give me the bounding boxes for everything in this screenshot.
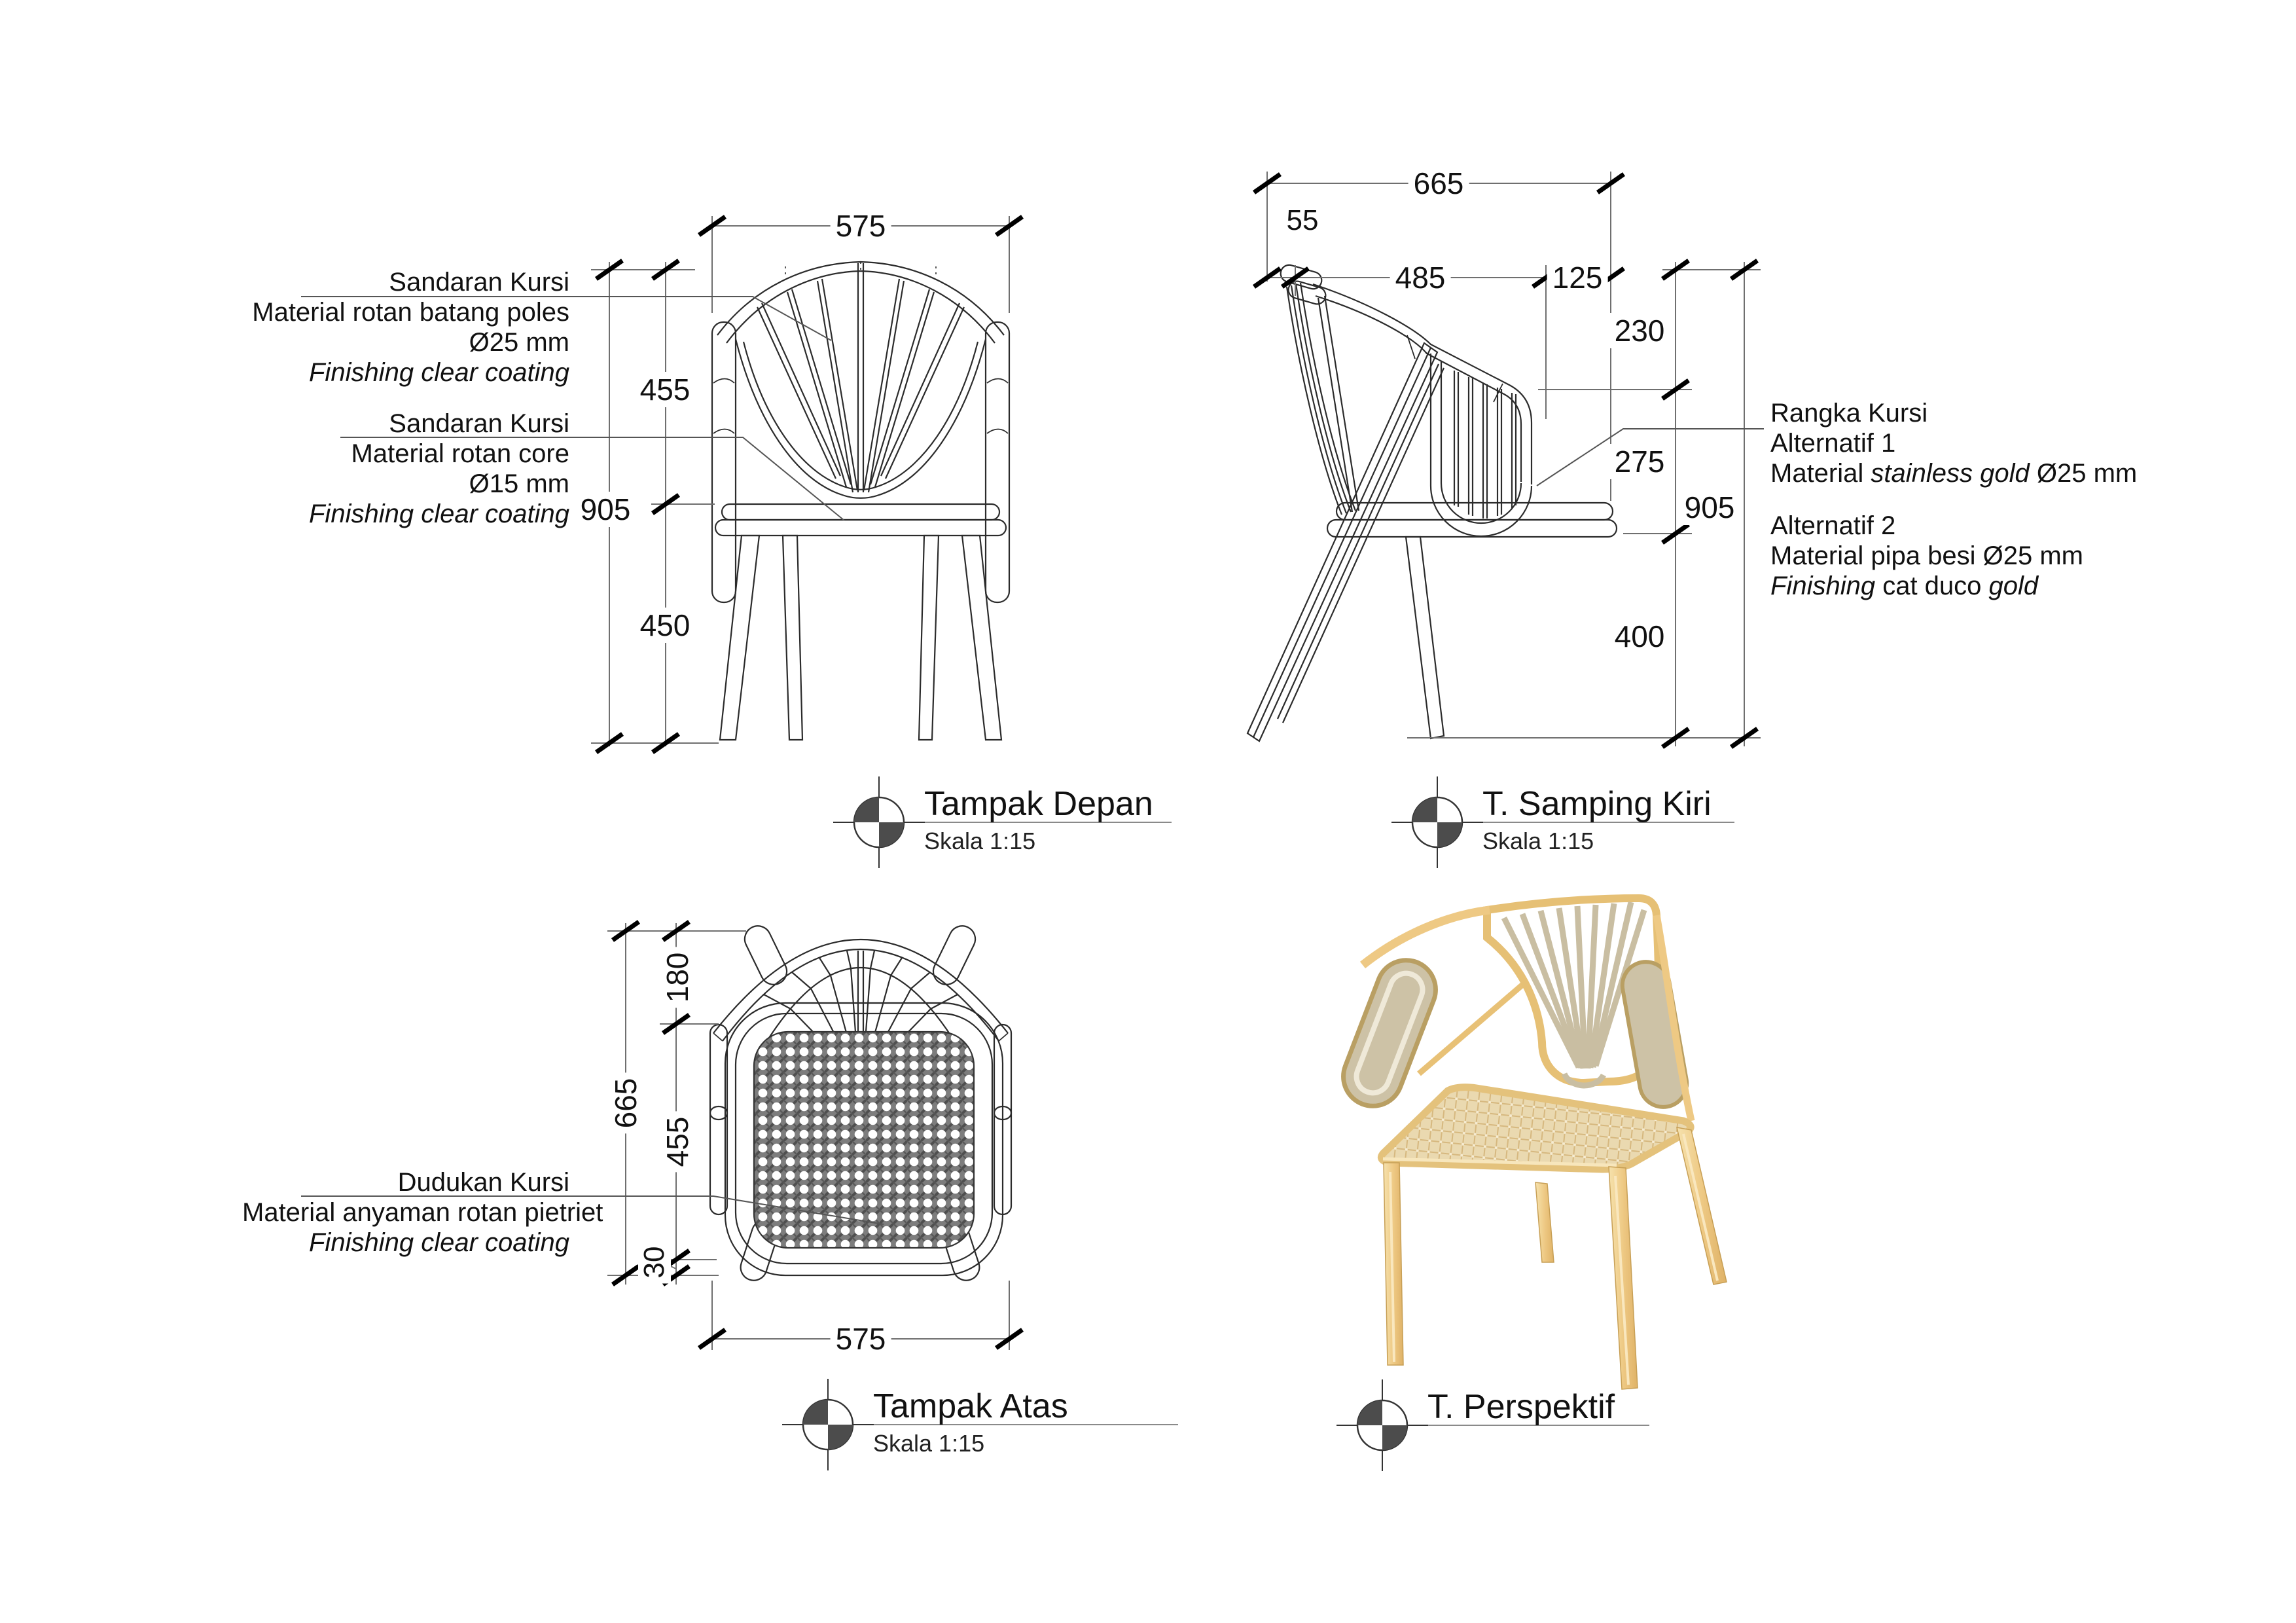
callout-line: Alternatif 1 [1770,429,1896,458]
callout-line: Finishing clear coating [309,1228,569,1257]
title-perspective-view: T. Perspektif [1427,1388,1615,1426]
dim-side-seat-height: 400 [1609,619,1670,654]
side-view-ticks [1254,174,1757,747]
callout-line: Ø15 mm [469,469,569,498]
callout-seat [242,1167,603,1258]
callout-line: Rangka Kursi [1770,399,1928,428]
callout-line: Sandaran Kursi [389,409,569,438]
dim-side-seat-depth: 485 [1390,260,1451,295]
callout-line: Material stainless gold Ø25 mm [1770,459,2138,488]
dim-top-overall-depth: 665 [608,1073,643,1134]
callout-line: Finishing cat duco gold [1770,572,2039,600]
callout-line: Material rotan core [351,439,569,468]
north-symbol-side [1391,776,1483,868]
dim-top-width: 575 [831,1321,891,1357]
top-view-drawing [710,922,1011,1284]
dim-front-width: 575 [831,208,891,244]
dim-front-overall-height: 905 [575,492,636,527]
scale-top-view: Skala 1:15 [873,1430,985,1457]
dim-front-leg-height: 450 [635,608,696,643]
scale-side-view: Skala 1:15 [1482,828,1594,854]
title-side-view: T. Samping Kiri [1482,785,1712,823]
callout-backrest-outer [242,267,569,388]
north-symbol-top [782,1379,874,1470]
dim-side-back-offset: 55 [1282,204,1324,237]
callout-line: Ø25 mm [469,328,569,357]
dim-side-overall-depth: 665 [1408,166,1469,201]
callout-backrest-inner [242,409,569,529]
dim-side-back-to-seat: 275 [1609,444,1670,479]
dim-side-rear-offset: 125 [1547,260,1608,295]
dim-front-backrest-height: 455 [635,372,696,407]
title-front-view: Tampak Depan [924,785,1153,823]
callout-line: Material pipa besi Ø25 mm [1770,541,2083,570]
dim-top-front-offset: 30 [638,1241,671,1284]
dim-top-backrest-depth: 180 [660,947,695,1008]
callout-line: Dudukan Kursi [397,1168,569,1197]
callout-line: Material anyaman rotan pietriet [242,1198,603,1227]
callout-line: Alternatif 2 [1770,511,1896,540]
north-symbol-front [833,776,925,868]
callout-line: Sandaran Kursi [389,268,569,297]
callout-line: Material rotan batang poles [252,298,569,327]
north-symbol-perspective [1336,1379,1428,1471]
perspective-render [1335,898,1727,1389]
dim-side-overall-height: 905 [1679,490,1740,525]
front-view-drawing [712,262,1009,740]
scale-front-view: Skala 1:15 [924,828,1036,854]
callout-frame [1770,398,2137,601]
side-view-drawing [1247,263,1617,741]
callout-line: Finishing clear coating [309,500,569,528]
title-top-view: Tampak Atas [873,1387,1068,1425]
dim-top-seat-depth: 455 [660,1112,695,1173]
callout-line: Finishing clear coating [309,358,569,387]
dim-side-headrest: 230 [1609,313,1670,348]
